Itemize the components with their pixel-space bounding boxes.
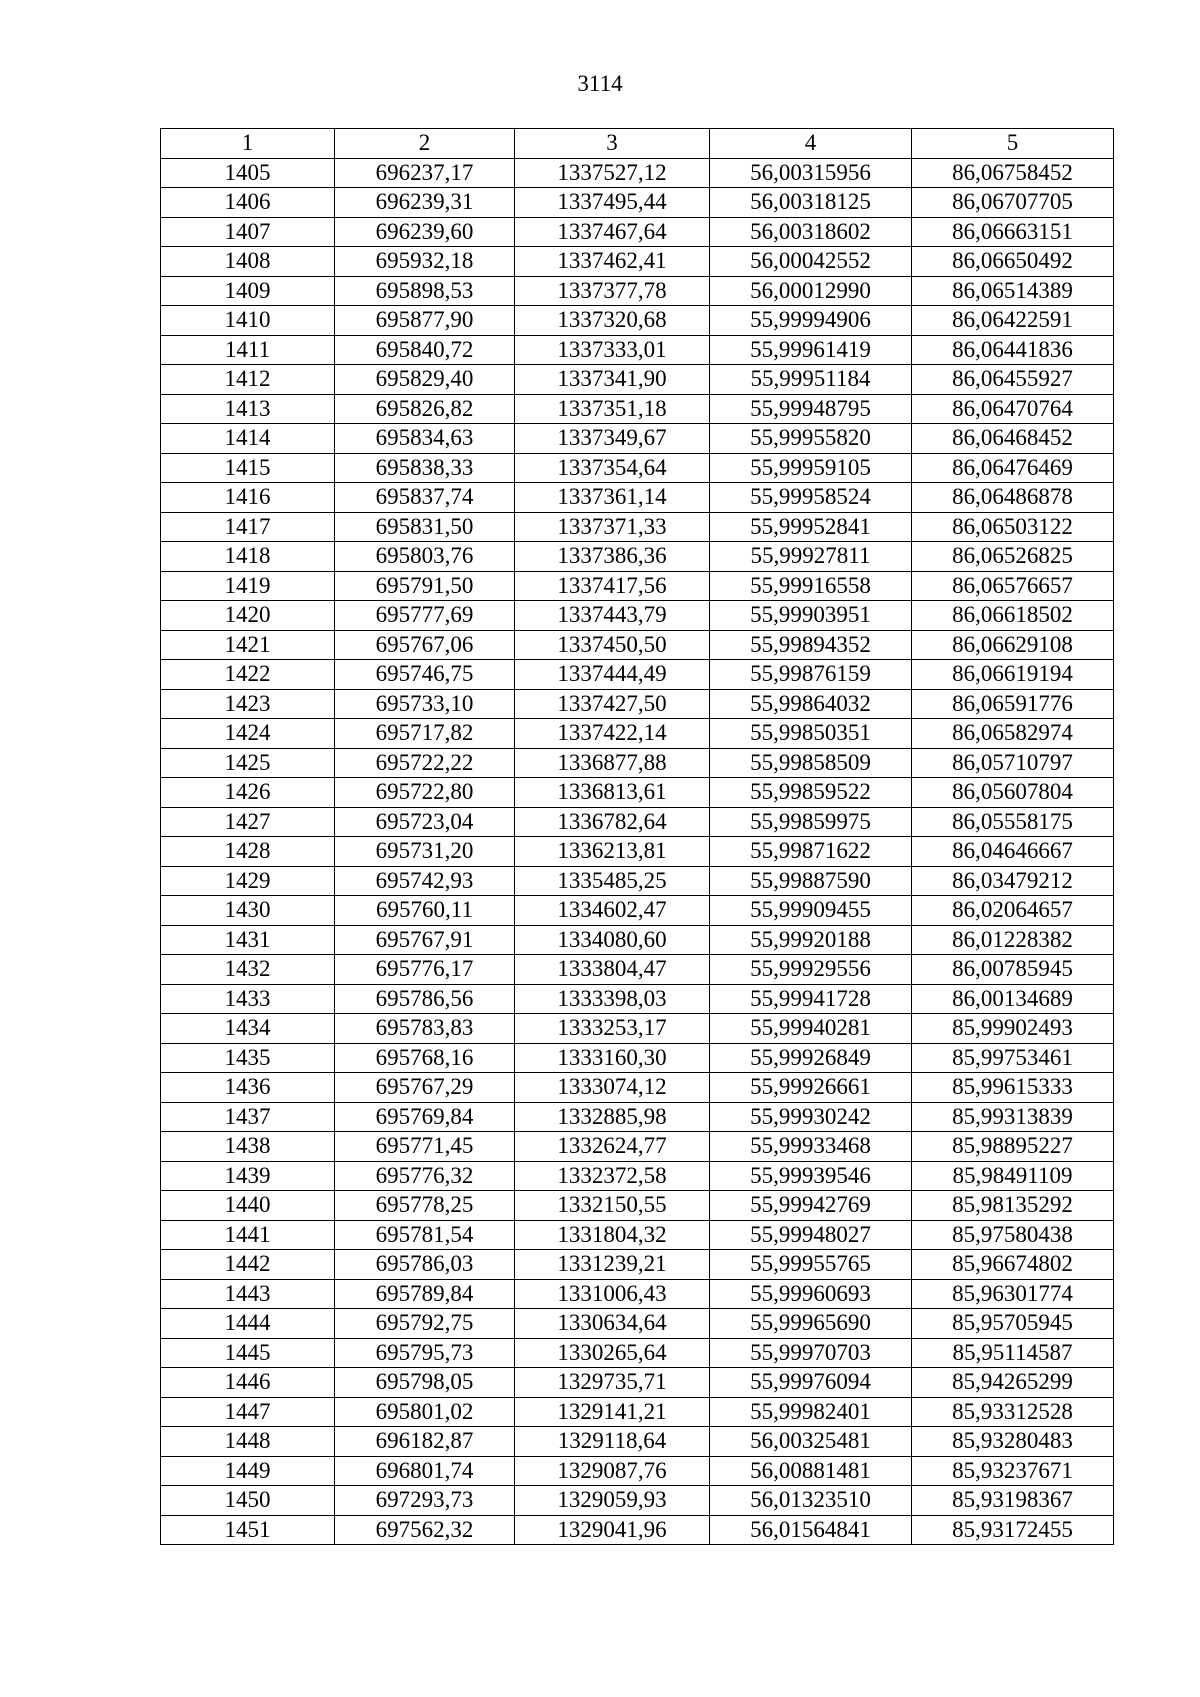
table-cell: 697293,73 xyxy=(335,1486,515,1516)
table-row xyxy=(161,335,1114,365)
table-row xyxy=(161,748,1114,778)
table-cell: 86,06619194 xyxy=(912,660,1114,690)
table-cell: 695826,82 xyxy=(335,394,515,424)
table-cell: 695786,56 xyxy=(335,984,515,1014)
table-row xyxy=(161,276,1114,306)
table-cell: 55,99887590 xyxy=(710,866,912,896)
table-cell: 1336877,88 xyxy=(515,748,710,778)
table-row xyxy=(161,217,1114,247)
table-cell: 1423 xyxy=(161,689,335,719)
table-cell: 1430 xyxy=(161,896,335,926)
table-cell: 86,06591776 xyxy=(912,689,1114,719)
table-cell: 695776,32 xyxy=(335,1161,515,1191)
table-row xyxy=(161,1161,1114,1191)
table-cell: 1332885,98 xyxy=(515,1102,710,1132)
table-cell: 695795,73 xyxy=(335,1338,515,1368)
table-cell: 1439 xyxy=(161,1161,335,1191)
table-cell: 86,06629108 xyxy=(912,630,1114,660)
table-cell: 1447 xyxy=(161,1397,335,1427)
table-row xyxy=(161,984,1114,1014)
table-cell: 56,00318602 xyxy=(710,217,912,247)
table-cell: 56,00325481 xyxy=(710,1427,912,1457)
table-cell: 55,99930242 xyxy=(710,1102,912,1132)
table-cell: 86,06476469 xyxy=(912,453,1114,483)
table-cell: 1333253,17 xyxy=(515,1014,710,1044)
table-cell: 55,99970703 xyxy=(710,1338,912,1368)
table-cell: 55,99909455 xyxy=(710,896,912,926)
table-cell: 1424 xyxy=(161,719,335,749)
table-cell: 1408 xyxy=(161,247,335,277)
table-cell: 695831,50 xyxy=(335,512,515,542)
table-cell: 55,99951184 xyxy=(710,365,912,395)
table-cell: 85,99753461 xyxy=(912,1043,1114,1073)
table-cell: 1429 xyxy=(161,866,335,896)
table-cell: 55,99948027 xyxy=(710,1220,912,1250)
table-cell: 695722,80 xyxy=(335,778,515,808)
table-cell: 56,01564841 xyxy=(710,1515,912,1545)
table-cell: 1415 xyxy=(161,453,335,483)
table-cell: 695717,82 xyxy=(335,719,515,749)
table-cell: 1337354,64 xyxy=(515,453,710,483)
table-cell: 1444 xyxy=(161,1309,335,1339)
table-cell: 1337341,90 xyxy=(515,365,710,395)
table-row xyxy=(161,925,1114,955)
table-cell: 1421 xyxy=(161,630,335,660)
table-cell: 1410 xyxy=(161,306,335,336)
table-cell: 55,99939546 xyxy=(710,1161,912,1191)
table-cell: 1333804,47 xyxy=(515,955,710,985)
table-cell: 1426 xyxy=(161,778,335,808)
table-cell: 1409 xyxy=(161,276,335,306)
table-cell: 695781,54 xyxy=(335,1220,515,1250)
table-cell: 86,06618502 xyxy=(912,601,1114,631)
table-cell: 695792,75 xyxy=(335,1309,515,1339)
table-row xyxy=(161,453,1114,483)
table-cell: 695723,04 xyxy=(335,807,515,837)
table-cell: 1337427,50 xyxy=(515,689,710,719)
table-cell: 1433 xyxy=(161,984,335,1014)
table-cell: 1449 xyxy=(161,1456,335,1486)
table-cell: 85,99902493 xyxy=(912,1014,1114,1044)
column-header: 1 xyxy=(161,129,335,159)
table-row xyxy=(161,1397,1114,1427)
table-cell: 1332150,55 xyxy=(515,1191,710,1221)
table-cell: 695746,75 xyxy=(335,660,515,690)
table-cell: 1334080,60 xyxy=(515,925,710,955)
table-cell: 1329118,64 xyxy=(515,1427,710,1457)
table-cell: 85,99615333 xyxy=(912,1073,1114,1103)
table-cell: 1411 xyxy=(161,335,335,365)
table-cell: 85,95705945 xyxy=(912,1309,1114,1339)
table-cell: 1419 xyxy=(161,571,335,601)
table-cell: 55,99933468 xyxy=(710,1132,912,1162)
table-cell: 695760,11 xyxy=(335,896,515,926)
table-cell: 86,06582974 xyxy=(912,719,1114,749)
table-cell: 55,99976094 xyxy=(710,1368,912,1398)
table-cell: 86,06758452 xyxy=(912,158,1114,188)
table-row xyxy=(161,1014,1114,1044)
table-cell: 86,06486878 xyxy=(912,483,1114,513)
table-cell: 695838,33 xyxy=(335,453,515,483)
table-cell: 695768,16 xyxy=(335,1043,515,1073)
table-cell: 1337444,49 xyxy=(515,660,710,690)
table-cell: 695783,83 xyxy=(335,1014,515,1044)
table-cell: 695837,74 xyxy=(335,483,515,513)
table-cell: 85,93198367 xyxy=(912,1486,1114,1516)
table-cell: 55,99903951 xyxy=(710,601,912,631)
table-row xyxy=(161,1220,1114,1250)
table-cell: 1425 xyxy=(161,748,335,778)
table-cell: 695801,02 xyxy=(335,1397,515,1427)
table-cell: 55,99952841 xyxy=(710,512,912,542)
table-cell: 696237,17 xyxy=(335,158,515,188)
table-cell: 695777,69 xyxy=(335,601,515,631)
table-cell: 1333398,03 xyxy=(515,984,710,1014)
table-cell: 695771,45 xyxy=(335,1132,515,1162)
table-cell: 56,00012990 xyxy=(710,276,912,306)
table-cell: 86,06650492 xyxy=(912,247,1114,277)
table-cell: 55,99982401 xyxy=(710,1397,912,1427)
table-row xyxy=(161,660,1114,690)
table-cell: 1329735,71 xyxy=(515,1368,710,1398)
table-cell: 1330265,64 xyxy=(515,1338,710,1368)
table-cell: 1335485,25 xyxy=(515,866,710,896)
table-cell: 86,06576657 xyxy=(912,571,1114,601)
table-cell: 1336213,81 xyxy=(515,837,710,867)
table-cell: 55,99942769 xyxy=(710,1191,912,1221)
table-cell: 1438 xyxy=(161,1132,335,1162)
table-row xyxy=(161,1250,1114,1280)
table-cell: 1337349,67 xyxy=(515,424,710,454)
table-cell: 1416 xyxy=(161,483,335,513)
table-cell: 86,06422591 xyxy=(912,306,1114,336)
table-cell: 1337371,33 xyxy=(515,512,710,542)
table-body xyxy=(161,158,1114,1545)
column-header: 3 xyxy=(515,129,710,159)
table-cell: 1445 xyxy=(161,1338,335,1368)
table-cell: 86,06470764 xyxy=(912,394,1114,424)
table-cell: 1435 xyxy=(161,1043,335,1073)
table-cell: 1337320,68 xyxy=(515,306,710,336)
table-cell: 1330634,64 xyxy=(515,1309,710,1339)
table-row xyxy=(161,630,1114,660)
table-cell: 55,99941728 xyxy=(710,984,912,1014)
table-cell: 696239,31 xyxy=(335,188,515,218)
table-row xyxy=(161,601,1114,631)
table-cell: 86,06468452 xyxy=(912,424,1114,454)
table-cell: 695722,22 xyxy=(335,748,515,778)
table-cell: 1405 xyxy=(161,158,335,188)
table-cell: 1422 xyxy=(161,660,335,690)
table-cell: 1337462,41 xyxy=(515,247,710,277)
column-header: 2 xyxy=(335,129,515,159)
table-cell: 695731,20 xyxy=(335,837,515,867)
table-cell: 696801,74 xyxy=(335,1456,515,1486)
table-cell: 1331239,21 xyxy=(515,1250,710,1280)
table-cell: 1337443,79 xyxy=(515,601,710,631)
table-cell: 1329041,96 xyxy=(515,1515,710,1545)
table-cell: 1412 xyxy=(161,365,335,395)
table-cell: 1434 xyxy=(161,1014,335,1044)
table-cell: 1406 xyxy=(161,188,335,218)
table-cell: 1407 xyxy=(161,217,335,247)
table-cell: 86,05710797 xyxy=(912,748,1114,778)
table-cell: 55,99955820 xyxy=(710,424,912,454)
table-row xyxy=(161,896,1114,926)
table-cell: 86,06663151 xyxy=(912,217,1114,247)
table-cell: 85,93237671 xyxy=(912,1456,1114,1486)
table-cell: 1336813,61 xyxy=(515,778,710,808)
table-cell: 1331804,32 xyxy=(515,1220,710,1250)
table-cell: 1440 xyxy=(161,1191,335,1221)
table-cell: 86,03479212 xyxy=(912,866,1114,896)
table-cell: 1337417,56 xyxy=(515,571,710,601)
table-row xyxy=(161,1102,1114,1132)
table-cell: 1417 xyxy=(161,512,335,542)
table-cell: 695767,91 xyxy=(335,925,515,955)
table-cell: 1420 xyxy=(161,601,335,631)
table-cell: 695776,17 xyxy=(335,955,515,985)
table-row xyxy=(161,689,1114,719)
table-cell: 1431 xyxy=(161,925,335,955)
table-cell: 695786,03 xyxy=(335,1250,515,1280)
table-cell: 55,99961419 xyxy=(710,335,912,365)
table-row xyxy=(161,247,1114,277)
table-cell: 695829,40 xyxy=(335,365,515,395)
table-cell: 56,01323510 xyxy=(710,1486,912,1516)
table-cell: 695789,84 xyxy=(335,1279,515,1309)
table-cell: 695791,50 xyxy=(335,571,515,601)
table-cell: 1329141,21 xyxy=(515,1397,710,1427)
table-cell: 1442 xyxy=(161,1250,335,1280)
table-cell: 695877,90 xyxy=(335,306,515,336)
table-header-row xyxy=(161,129,1114,159)
table-cell: 695778,25 xyxy=(335,1191,515,1221)
column-header: 5 xyxy=(912,129,1114,159)
table-row xyxy=(161,719,1114,749)
table-cell: 1441 xyxy=(161,1220,335,1250)
table-cell: 86,06526825 xyxy=(912,542,1114,572)
table-row xyxy=(161,158,1114,188)
table-cell: 85,95114587 xyxy=(912,1338,1114,1368)
table-cell: 1448 xyxy=(161,1427,335,1457)
table-cell: 86,02064657 xyxy=(912,896,1114,926)
table-cell: 695898,53 xyxy=(335,276,515,306)
table-cell: 1414 xyxy=(161,424,335,454)
table-cell: 1337450,50 xyxy=(515,630,710,660)
table-cell: 86,01228382 xyxy=(912,925,1114,955)
table-cell: 55,99960693 xyxy=(710,1279,912,1309)
table-cell: 85,93280483 xyxy=(912,1427,1114,1457)
table-cell: 1418 xyxy=(161,542,335,572)
table-cell: 85,93312528 xyxy=(912,1397,1114,1427)
table-cell: 85,97580438 xyxy=(912,1220,1114,1250)
table-cell: 695834,63 xyxy=(335,424,515,454)
table-row xyxy=(161,1279,1114,1309)
table-cell: 1450 xyxy=(161,1486,335,1516)
table-cell: 86,05558175 xyxy=(912,807,1114,837)
table-cell: 1437 xyxy=(161,1102,335,1132)
table-cell: 1337351,18 xyxy=(515,394,710,424)
table-cell: 1337386,36 xyxy=(515,542,710,572)
table-cell: 85,93172455 xyxy=(912,1515,1114,1545)
table-cell: 56,00881481 xyxy=(710,1456,912,1486)
table-cell: 1332624,77 xyxy=(515,1132,710,1162)
table-cell: 85,96674802 xyxy=(912,1250,1114,1280)
table-cell: 1329059,93 xyxy=(515,1486,710,1516)
table-cell: 55,99948795 xyxy=(710,394,912,424)
table-row xyxy=(161,365,1114,395)
table-cell: 56,00318125 xyxy=(710,188,912,218)
table-cell: 695803,76 xyxy=(335,542,515,572)
table-cell: 86,06707705 xyxy=(912,188,1114,218)
table-cell: 695769,84 xyxy=(335,1102,515,1132)
table-cell: 1336782,64 xyxy=(515,807,710,837)
table-row xyxy=(161,1132,1114,1162)
table-cell: 1337361,14 xyxy=(515,483,710,513)
table-cell: 1331006,43 xyxy=(515,1279,710,1309)
table-row xyxy=(161,1515,1114,1545)
table-cell: 85,94265299 xyxy=(912,1368,1114,1398)
table-cell: 55,99965690 xyxy=(710,1309,912,1339)
table-row xyxy=(161,394,1114,424)
table-cell: 1428 xyxy=(161,837,335,867)
table-cell: 695840,72 xyxy=(335,335,515,365)
table-cell: 1334602,47 xyxy=(515,896,710,926)
table-cell: 55,99940281 xyxy=(710,1014,912,1044)
table-cell: 695767,29 xyxy=(335,1073,515,1103)
table-cell: 695798,05 xyxy=(335,1368,515,1398)
table-cell: 695742,93 xyxy=(335,866,515,896)
table-row xyxy=(161,571,1114,601)
column-header: 4 xyxy=(710,129,912,159)
table-cell: 56,00042552 xyxy=(710,247,912,277)
table-cell: 55,99929556 xyxy=(710,955,912,985)
page-number: 3114 xyxy=(577,71,623,96)
table-cell: 695932,18 xyxy=(335,247,515,277)
table-cell: 695767,06 xyxy=(335,630,515,660)
table-row xyxy=(161,1456,1114,1486)
table-cell: 1446 xyxy=(161,1368,335,1398)
table-cell: 56,00315956 xyxy=(710,158,912,188)
table-row xyxy=(161,837,1114,867)
table-cell: 85,98491109 xyxy=(912,1161,1114,1191)
table-cell: 55,99994906 xyxy=(710,306,912,336)
table-cell: 1332372,58 xyxy=(515,1161,710,1191)
table-row xyxy=(161,955,1114,985)
table-cell: 1413 xyxy=(161,394,335,424)
table-row xyxy=(161,807,1114,837)
table-row xyxy=(161,542,1114,572)
table-row xyxy=(161,1309,1114,1339)
table-row xyxy=(161,778,1114,808)
table-cell: 1329087,76 xyxy=(515,1456,710,1486)
table-cell: 86,00785945 xyxy=(912,955,1114,985)
table-cell: 85,99313839 xyxy=(912,1102,1114,1132)
table-cell: 55,99959105 xyxy=(710,453,912,483)
table-cell: 55,99859975 xyxy=(710,807,912,837)
table-cell: 697562,32 xyxy=(335,1515,515,1545)
table-cell: 1451 xyxy=(161,1515,335,1545)
table-cell: 1333160,30 xyxy=(515,1043,710,1073)
table-cell: 55,99920188 xyxy=(710,925,912,955)
table-cell: 1337422,14 xyxy=(515,719,710,749)
table-cell: 1436 xyxy=(161,1073,335,1103)
table-row xyxy=(161,1073,1114,1103)
table-cell: 55,99958524 xyxy=(710,483,912,513)
table-row xyxy=(161,424,1114,454)
table-cell: 55,99850351 xyxy=(710,719,912,749)
table-cell: 86,06455927 xyxy=(912,365,1114,395)
table-cell: 1443 xyxy=(161,1279,335,1309)
table-cell: 85,98895227 xyxy=(912,1132,1114,1162)
table-cell: 55,99858509 xyxy=(710,748,912,778)
table-cell: 696239,60 xyxy=(335,217,515,247)
table-cell: 55,99955765 xyxy=(710,1250,912,1280)
table-cell: 696182,87 xyxy=(335,1427,515,1457)
table-row xyxy=(161,512,1114,542)
table-cell: 86,04646667 xyxy=(912,837,1114,867)
table-cell: 55,99926661 xyxy=(710,1073,912,1103)
table-cell: 55,99864032 xyxy=(710,689,912,719)
table-cell: 1337527,12 xyxy=(515,158,710,188)
table-row xyxy=(161,1191,1114,1221)
table-cell: 85,96301774 xyxy=(912,1279,1114,1309)
table-cell: 55,99927811 xyxy=(710,542,912,572)
table-row xyxy=(161,306,1114,336)
table-cell: 1333074,12 xyxy=(515,1073,710,1103)
table-cell: 55,99871622 xyxy=(710,837,912,867)
table-row xyxy=(161,1368,1114,1398)
table-row xyxy=(161,1043,1114,1073)
table-row xyxy=(161,1427,1114,1457)
table-row xyxy=(161,1338,1114,1368)
table-cell: 55,99876159 xyxy=(710,660,912,690)
coordinates-table xyxy=(160,128,1114,1545)
table-cell: 55,99894352 xyxy=(710,630,912,660)
table-cell: 86,00134689 xyxy=(912,984,1114,1014)
table-cell: 1337377,78 xyxy=(515,276,710,306)
table-row xyxy=(161,1486,1114,1516)
table-cell: 85,98135292 xyxy=(912,1191,1114,1221)
table-cell: 55,99926849 xyxy=(710,1043,912,1073)
table-cell: 86,06514389 xyxy=(912,276,1114,306)
table-cell: 55,99916558 xyxy=(710,571,912,601)
table-cell: 1337495,44 xyxy=(515,188,710,218)
table-cell: 1432 xyxy=(161,955,335,985)
table-row xyxy=(161,483,1114,513)
table-cell: 86,06441836 xyxy=(912,335,1114,365)
table-cell: 1337467,64 xyxy=(515,217,710,247)
table-cell: 1427 xyxy=(161,807,335,837)
table-cell: 55,99859522 xyxy=(710,778,912,808)
table-cell: 86,05607804 xyxy=(912,778,1114,808)
table-cell: 1337333,01 xyxy=(515,335,710,365)
table-cell: 86,06503122 xyxy=(912,512,1114,542)
table-cell: 695733,10 xyxy=(335,689,515,719)
table-row xyxy=(161,866,1114,896)
table-row xyxy=(161,188,1114,218)
